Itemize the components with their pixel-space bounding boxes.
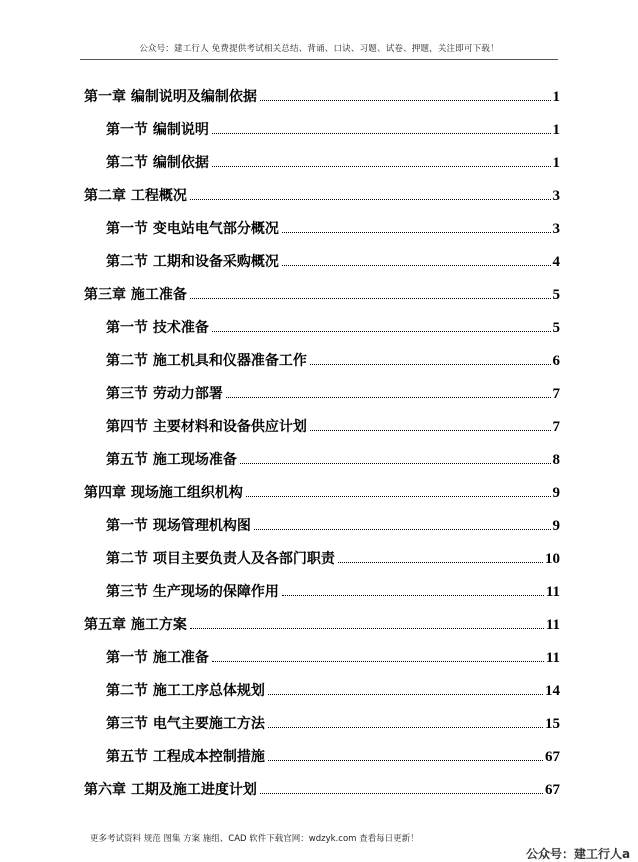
toc-leader-dots [282, 265, 551, 266]
toc-entry-title: 第一节 技术准备 [106, 320, 209, 336]
toc-entry-title: 第二节 编制依据 [106, 155, 209, 171]
toc-entry-title: 第三章 施工准备 [84, 287, 187, 303]
toc-entry-page: 67 [545, 782, 560, 798]
toc-entry-title: 第四章 现场施工组织机构 [84, 485, 243, 501]
toc-entry [106, 676, 560, 700]
toc-entry [106, 577, 560, 601]
toc-entry-page: 1 [552, 155, 560, 171]
toc-entry-title: 第五节 施工现场准备 [106, 452, 237, 468]
toc-entry-title: 第二章 工程概况 [84, 188, 187, 204]
toc-leader-dots [240, 463, 551, 464]
toc-entry [106, 412, 560, 436]
toc-leader-dots [268, 760, 543, 761]
toc-leader-dots [282, 232, 551, 233]
toc-entry-title: 第二节 施工工序总体规划 [106, 683, 265, 699]
toc-entry [106, 148, 560, 172]
toc-entry-title: 第一节 现场管理机构图 [106, 518, 251, 534]
toc-leader-dots [212, 331, 551, 332]
toc-entry [84, 775, 560, 799]
page-footer: 更多考试资料 规范 图集 方案 施组、CAD 软件下载官网：wdzyk.com 查看每日更新！ [90, 834, 419, 844]
toc-entry-page: 8 [552, 452, 560, 468]
toc-entry-page: 15 [545, 716, 560, 732]
toc-leader-dots [338, 562, 543, 563]
toc-entry-page: 11 [545, 584, 560, 600]
toc-entry-title: 第三节 生产现场的保障作用 [106, 584, 279, 600]
toc-entry [106, 346, 560, 370]
toc-entry-title: 第三节 电气主要施工方法 [106, 716, 265, 732]
toc-entry-title: 第一节 变电站电气部分概况 [106, 221, 279, 237]
toc-entry-page: 3 [552, 188, 560, 204]
toc-leader-dots [310, 430, 551, 431]
toc-leader-dots [310, 364, 551, 365]
toc-entry-title: 第一节 施工准备 [106, 650, 209, 666]
toc-entry-title: 第一章 编制说明及编制依据 [84, 89, 257, 105]
toc-entry [106, 709, 560, 733]
toc-entry-title: 第一节 编制说明 [106, 122, 209, 138]
toc-entry-page: 5 [552, 287, 560, 303]
toc-entry-page: 9 [552, 485, 560, 501]
toc-entry-page: 3 [552, 221, 560, 237]
toc-leader-dots [226, 397, 551, 398]
toc-leader-dots [190, 199, 551, 200]
toc-entry [106, 214, 560, 238]
toc-entry-page: 5 [552, 320, 560, 336]
toc-entry-page: 67 [545, 749, 560, 765]
toc-leader-dots [260, 793, 543, 794]
toc-entry-page: 7 [552, 419, 560, 435]
toc-entry [106, 544, 560, 568]
toc-entry [84, 181, 560, 205]
toc-leader-dots [268, 727, 543, 728]
toc-entry-title: 第二节 施工机具和仪器准备工作 [106, 353, 307, 369]
toc-entry [84, 280, 560, 304]
toc-entry [106, 643, 560, 667]
toc-entry-title: 第三节 劳动力部署 [106, 386, 223, 402]
toc-entry [106, 742, 560, 766]
toc-leader-dots [260, 100, 551, 101]
toc-entry-page: 9 [552, 518, 560, 534]
toc-entry [106, 445, 560, 469]
toc-entry-title: 第二节 项目主要负责人及各部门职责 [106, 551, 335, 567]
toc-leader-dots [282, 595, 544, 596]
toc-entry-title: 第五节 工程成本控制措施 [106, 749, 265, 765]
toc-entry [84, 610, 560, 634]
toc-entry-title: 第四节 主要材料和设备供应计划 [106, 419, 307, 435]
toc-leader-dots [212, 166, 551, 167]
toc-entry-page: 11 [545, 617, 560, 633]
toc-entry-page: 4 [552, 254, 560, 270]
toc-entry-page: 6 [552, 353, 560, 369]
toc-entry-title: 第五章 施工方案 [84, 617, 187, 633]
toc-entry-page: 1 [552, 89, 560, 105]
toc-entry [106, 511, 560, 535]
toc-entry-page: 11 [545, 650, 560, 666]
toc-entry [106, 115, 560, 139]
toc-leader-dots [190, 628, 544, 629]
toc-leader-dots [212, 133, 551, 134]
toc-leader-dots [246, 496, 551, 497]
toc-entry-page: 7 [552, 386, 560, 402]
toc-leader-dots [254, 529, 551, 530]
toc-leader-dots [268, 694, 543, 695]
toc-entry [106, 379, 560, 403]
toc-entry-page: 10 [545, 551, 560, 567]
toc-entry [106, 247, 560, 271]
watermark: 公众号：建工行人a [526, 847, 631, 861]
toc-entry-page: 1 [552, 122, 560, 138]
toc-entry-page: 14 [545, 683, 560, 699]
toc-entry-title: 第六章 工期及施工进度计划 [84, 782, 257, 798]
toc-entry [84, 82, 560, 106]
toc-entry-title: 第二节 工期和设备采购概况 [106, 254, 279, 270]
toc-entry [84, 478, 560, 502]
toc-leader-dots [212, 661, 544, 662]
header-divider [80, 59, 558, 60]
toc-leader-dots [190, 298, 551, 299]
toc-entry [106, 313, 560, 337]
page-header: 公众号：建工行人 免费提供考试相关总结、背诵、口诀、习题、试卷、押题，关注即可下载！ [139, 44, 499, 54]
